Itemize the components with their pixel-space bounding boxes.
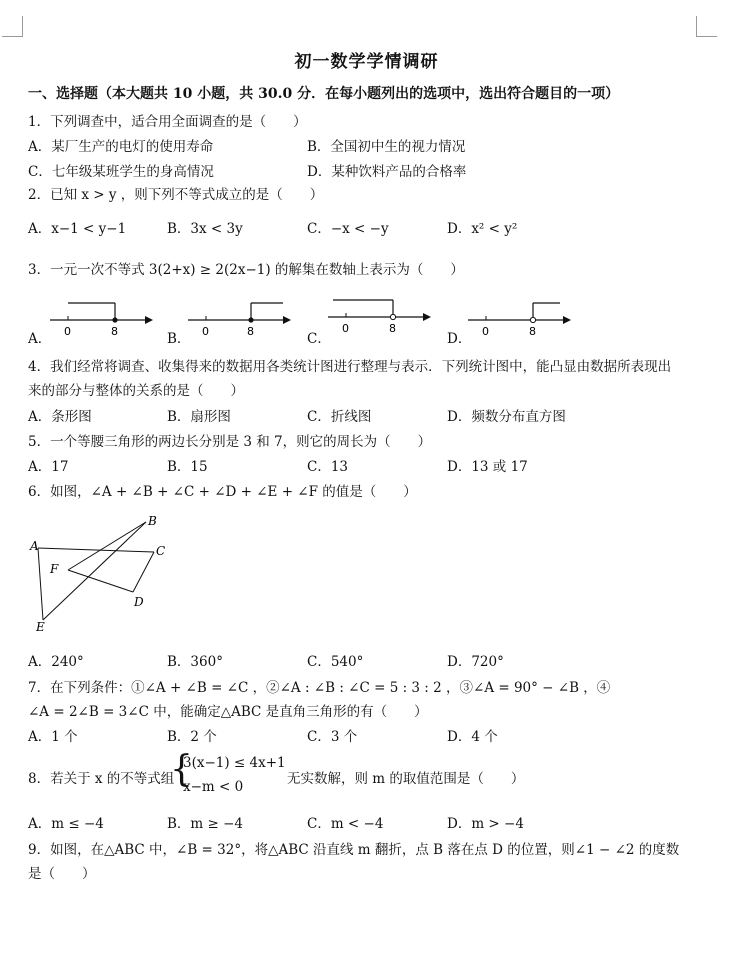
q4-option-b: B．扇形图 [167, 409, 231, 425]
q2-stem: 2．已知 x > y ，则下列不等式成立的是（ ） [28, 187, 324, 203]
q6-label-c: C [156, 544, 166, 558]
q2-option-c: C．−x < −y [307, 221, 389, 237]
q3-d-eight: 8 [529, 325, 536, 338]
q7-stem-line2: ∠A = 2∠B = 3∠C 中，能确定△ABC 是直角三角形的有（ ） [28, 704, 428, 720]
q7-option-c: C．3 个 [307, 729, 358, 745]
q6-stem: 6．如图，∠A + ∠B + ∠C + ∠D + ∠E + ∠F 的值是（ ） [28, 484, 417, 500]
q3-numberline-d [468, 298, 578, 338]
q6-label-b: B [148, 514, 157, 528]
crop-mark-top-left [2, 16, 23, 37]
q8-system-line1: 3(x−1) ≤ 4x+1 [183, 755, 286, 771]
q7-option-b: B．2 个 [167, 729, 217, 745]
q8-brace: { [170, 749, 193, 790]
q1-option-a: A．某厂生产的电灯的使用寿命 [28, 139, 214, 155]
page-title: 初一数学学情调研 [294, 52, 439, 72]
q3-numberline-b [188, 298, 298, 338]
q1-option-b: B．全国初中生的视力情况 [307, 139, 466, 155]
q6-label-d: D [134, 595, 144, 609]
q1-option-d: D．某种饮料产品的合格率 [307, 164, 467, 180]
q2-option-a: A．x−1 < y−1 [28, 221, 127, 237]
q3-option-b: B． [167, 331, 191, 347]
q4-stem-line2: 来的部分与整体的关系的是（ ） [28, 383, 244, 399]
q3-option-a: A． [28, 331, 52, 347]
q6-option-d: D．720° [447, 654, 504, 670]
q3-option-c: C． [307, 331, 331, 347]
q1-option-c: C．七年级某班学生的身高情况 [28, 164, 214, 180]
q7-option-d: D．4 个 [447, 729, 498, 745]
q5-option-a: A．17 [28, 459, 69, 475]
q6-option-b: B．360° [167, 654, 223, 670]
q3-d-zero: 0 [482, 325, 489, 338]
q2-option-b: B．3x < 3y [167, 221, 243, 237]
q6-label-a: A [30, 539, 39, 553]
q8-option-b: B．m ≥ −4 [167, 816, 244, 832]
q3-numberline-c [328, 295, 438, 335]
q3-numberline-a [50, 298, 160, 338]
q8-option-c: C．m < −4 [307, 816, 384, 832]
q5-stem: 5．一个等腰三角形的两边长分别是 3 和 7，则它的周长为（ ） [28, 434, 432, 450]
q2-option-d: D．x² < y² [447, 221, 518, 237]
q4-stem-line1: 4．我们经常将调查、收集得来的数据用各类统计图进行整理与表示．下列统计图中，能凸显由数据所表现出 [28, 359, 672, 375]
q6-label-f: F [50, 562, 59, 576]
q4-option-c: C．折线图 [307, 409, 372, 425]
q3-c-eight: 8 [389, 322, 396, 335]
q6-option-a: A．240° [28, 654, 84, 670]
q6-option-c: C．540° [307, 654, 364, 670]
q6-label-e: E [36, 620, 45, 634]
q3-a-eight: 8 [111, 325, 118, 338]
q9-stem-line2: 是（ ） [28, 866, 96, 882]
q3-a-zero: 0 [64, 325, 71, 338]
q5-option-d: D．13 或 17 [447, 459, 528, 475]
q3-b-eight: 8 [247, 325, 254, 338]
q5-option-c: C．13 [307, 459, 349, 475]
q9-stem-line1: 9．如图，在△ABC 中，∠B = 32°，将△ABC 沿直线 m 翻折，点 B 落在点 D 的位置，则∠1 − ∠2 的度数 [28, 842, 680, 858]
q7-stem-line1: 7．在下列条件：①∠A + ∠B = ∠C ，②∠A : ∠B : ∠C = 5 : 3 : 2 ，③∠A = 90° − ∠B ，④ [28, 680, 611, 696]
q3-b-zero: 0 [202, 325, 209, 338]
q6-figure [28, 510, 178, 635]
q8-stem-pre: 8．若关于 x 的不等式组 [28, 771, 175, 787]
q3-stem: 3．一元一次不等式 3(2+x) ≥ 2(2x−1) 的解集在数轴上表示为（ ） [28, 262, 464, 278]
q7-option-a: A．1 个 [28, 729, 78, 745]
q4-option-d: D．频数分布直方图 [447, 409, 566, 425]
q5-option-b: B．15 [167, 459, 208, 475]
q4-option-a: A．条形图 [28, 409, 92, 425]
q8-option-d: D．m > −4 [447, 816, 524, 832]
q1-stem: 1．下列调查中，适合用全面调查的是（ ） [28, 114, 307, 130]
q8-option-a: A．m ≤ −4 [28, 816, 104, 832]
crop-mark-top-right [696, 16, 717, 37]
q8-stem-post: 无实数解，则 m 的取值范围是（ ） [287, 771, 525, 787]
section-heading: 一、选择题（本大题共 10 小题，共 30.0 分．在每小题列出的选项中，选出符合题目的一项） [28, 86, 620, 102]
q3-option-d: D． [447, 331, 472, 347]
q3-c-zero: 0 [342, 322, 349, 335]
q8-system-line2: x−m < 0 [183, 779, 244, 795]
